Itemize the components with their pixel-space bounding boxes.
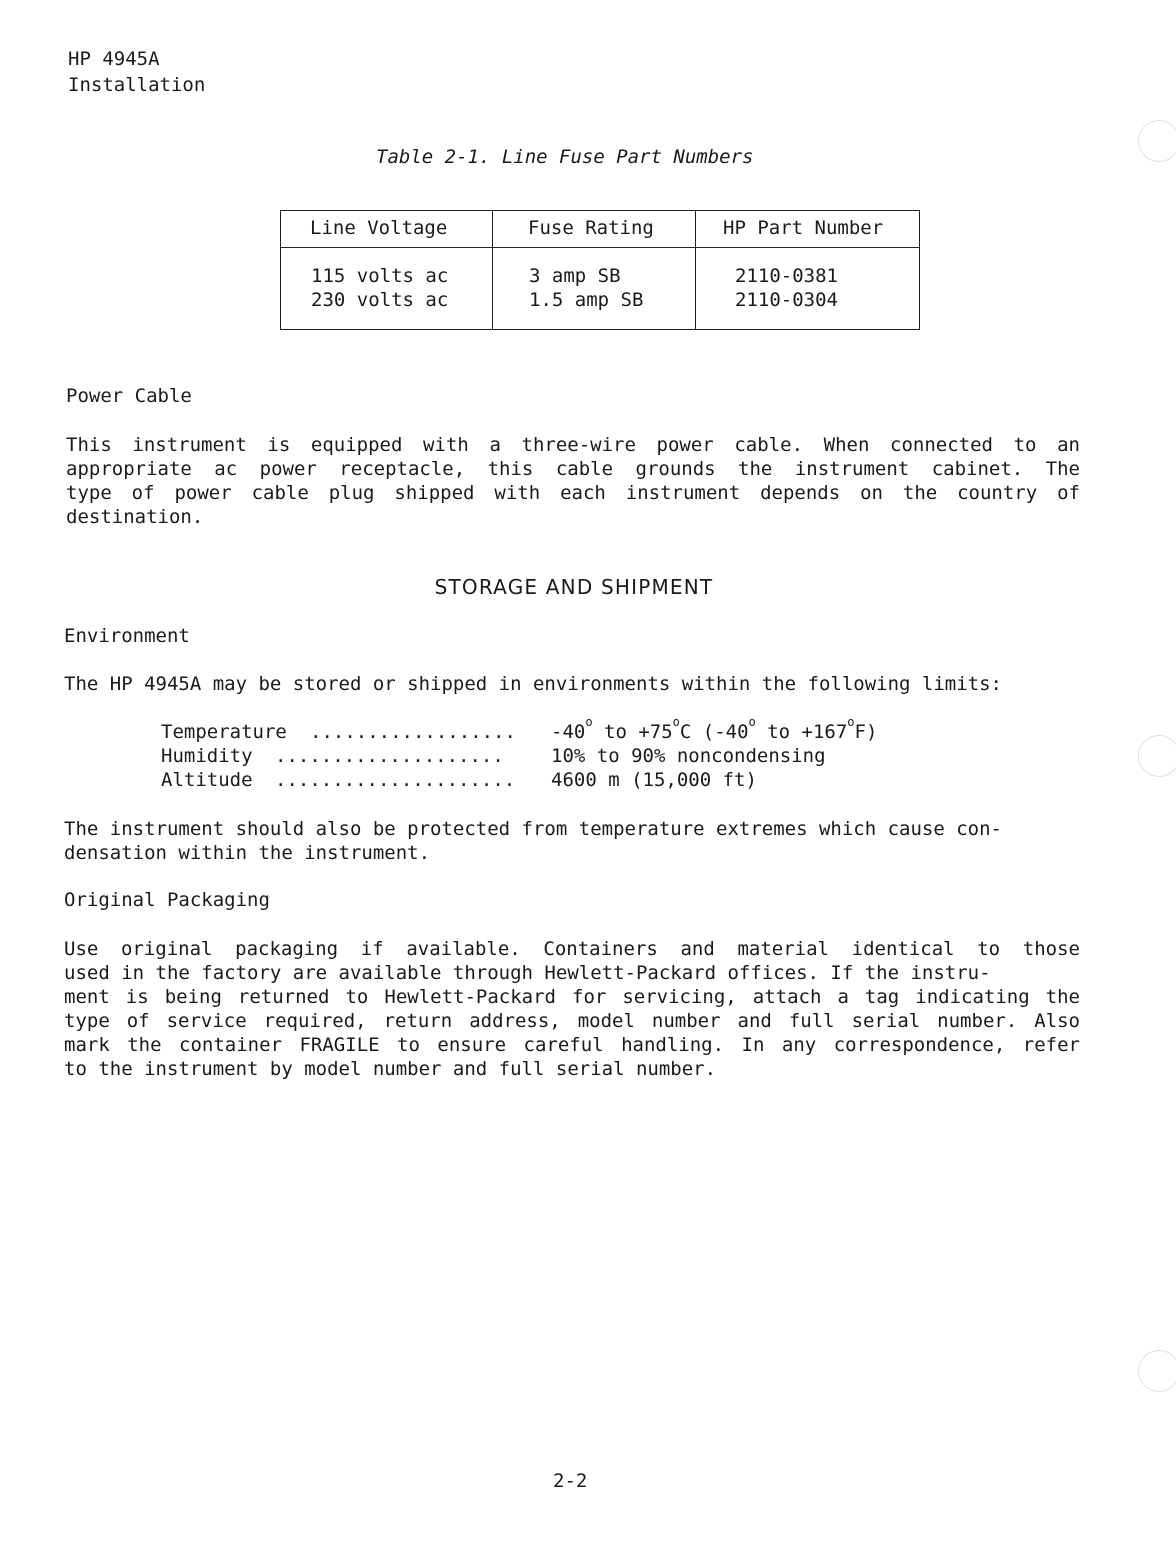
section-heading: STORAGE AND SHIPMENT (434, 575, 714, 599)
table-cell: 2110-0304 (735, 289, 838, 311)
environment-intro: The HP 4945A may be stored or shipped in environments within the following limits: (64, 673, 1002, 695)
packaging-title: Original Packaging (64, 889, 270, 911)
paragraph-line: Use original packaging if available. Containers and material identical to those (64, 938, 1080, 960)
table-column-divider (492, 211, 493, 329)
paragraph-line: ment is being returned to Hewlett-Packard for servicing, attach a tag indicating the (64, 986, 1080, 1008)
spec-leader-dots: .................... (275, 745, 504, 767)
temp-high-c: to +75 (592, 721, 673, 743)
paragraph-line: This instrument is equipped with a three-wire power cable. When connected to an (66, 434, 1080, 456)
column-header-fuse-rating: Fuse Rating (528, 217, 654, 239)
fuse-table (280, 210, 920, 330)
degree-symbol: o (847, 715, 855, 729)
spec-leader-dots: .................. (310, 721, 516, 743)
spec-label-altitude: Altitude (161, 769, 253, 791)
paragraph-line: type of service required, return address, model number and full serial number. Also (64, 1010, 1080, 1032)
environment-title: Environment (64, 625, 190, 647)
table-column-divider (695, 211, 696, 329)
power-cable-title: Power Cable (66, 385, 192, 407)
paragraph-line: destination. (66, 506, 204, 528)
binder-hole-mark (1138, 120, 1176, 162)
spec-value-humidity: 10% to 90% noncondensing (551, 745, 826, 767)
table-cell: 230 volts ac (311, 289, 449, 311)
spec-leader-dots: ..................... (275, 769, 516, 791)
paragraph-line: mark the container FRAGILE to ensure careful handling. In any correspondence, refer (64, 1034, 1080, 1056)
document-model: HP 4945A (68, 48, 160, 70)
page-number: 2-2 (553, 1470, 588, 1492)
spec-label-humidity: Humidity (161, 745, 253, 767)
degree-symbol: o (672, 715, 680, 729)
binder-hole-mark (1138, 735, 1176, 777)
binder-hole-mark (1138, 1350, 1176, 1392)
spec-label-temperature: Temperature (161, 721, 287, 743)
table-header-divider (281, 247, 919, 248)
column-header-line-voltage: Line Voltage (310, 217, 448, 239)
temp-high-f: to +167 (755, 721, 848, 743)
degree-symbol: o (748, 715, 756, 729)
spec-value-altitude: 4600 m (15,000 ft) (551, 769, 757, 791)
protection-paragraph (64, 817, 1080, 865)
power-cable-paragraph (66, 433, 1080, 529)
paragraph-line: densation within the instrument. (64, 842, 431, 864)
paragraph-line: appropriate ac power receptacle, this cable grounds the instrument cabinet. The (66, 458, 1080, 480)
degree-symbol: o (585, 715, 593, 729)
column-header-part-number: HP Part Number (723, 217, 884, 239)
spec-value-temperature (551, 715, 878, 743)
temp-unit-f: F) (854, 721, 878, 743)
temp-low-f: C (-40 (679, 721, 749, 743)
paragraph-line: to the instrument by model number and full serial number. (64, 1058, 717, 1080)
paragraph-line: type of power cable plug shipped with each instrument depends on the country of (66, 482, 1080, 504)
table-caption: Table 2-1. Line Fuse Part Numbers (376, 146, 754, 168)
table-cell: 115 volts ac (311, 265, 449, 287)
document-section: Installation (68, 74, 206, 96)
table-cell: 2110-0381 (735, 265, 838, 287)
table-cell: 3 amp SB (529, 265, 621, 287)
table-cell: 1.5 amp SB (529, 289, 644, 311)
temp-low-c: -40 (551, 721, 586, 743)
paragraph-line: used in the factory are available through Hewlett-Packard offices. If the instru- (64, 962, 991, 984)
paragraph-line: The instrument should also be protected from temperature extremes which cause con- (64, 818, 1002, 840)
packaging-paragraph (64, 937, 1080, 1081)
